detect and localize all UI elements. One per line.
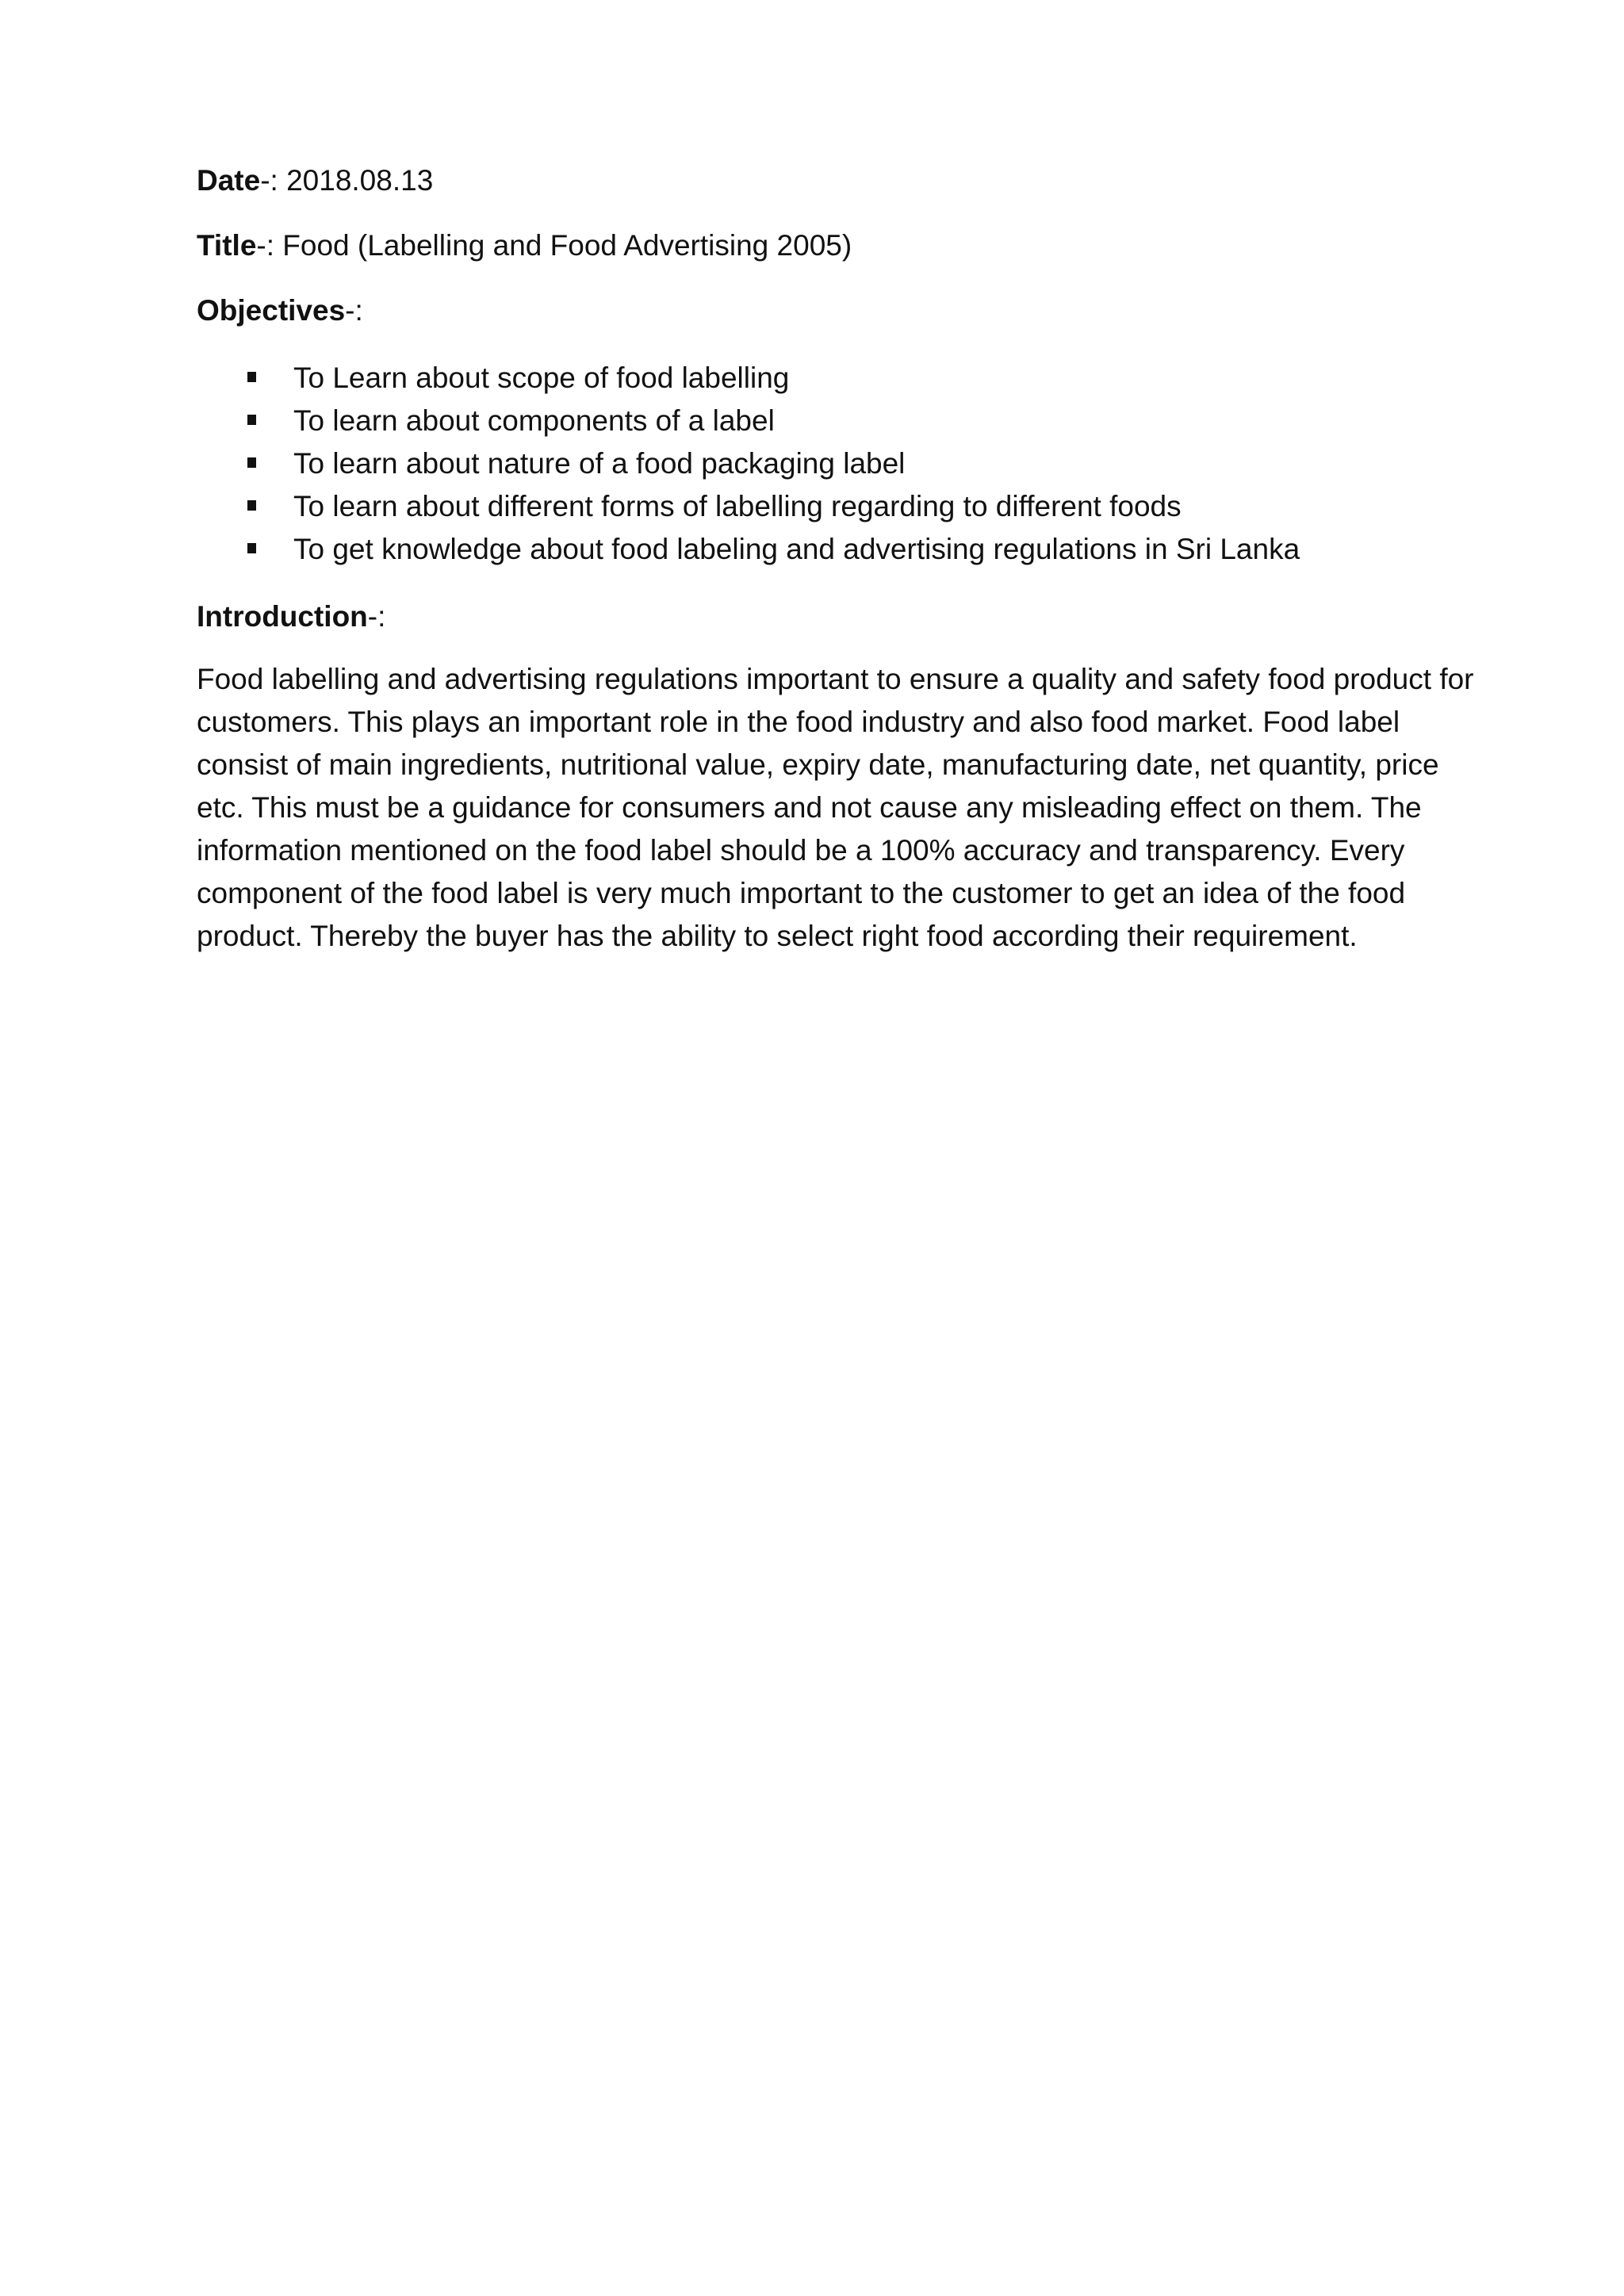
list-item [197, 357, 1545, 400]
objective-text: To learn about nature of a food packaging label [293, 447, 906, 480]
title-value: Food (Labelling and Food Advertising 2005) [282, 229, 852, 262]
title-separator: -: [256, 229, 283, 262]
introduction-line: consist of main ingredients, nutritional value, expiry date, manufacturing date, net quantity, price [197, 748, 1439, 781]
objective-text: To Learn about scope of food labelling [293, 362, 790, 394]
square-bullet-icon [247, 457, 256, 468]
title-label: Title [197, 229, 257, 262]
square-bullet-icon [247, 500, 256, 511]
list-item [197, 400, 1545, 442]
square-bullet-icon [247, 543, 256, 553]
objective-text: To learn about components of a label [293, 404, 775, 437]
date-value: 2018.08.13 [286, 164, 434, 197]
introduction-heading [197, 598, 1545, 636]
square-bullet-icon [247, 372, 256, 382]
introduction-line: etc. This must be a guidance for consumers and not cause any misleading effect on them. The [197, 791, 1422, 824]
introduction-line: customers. This plays an important role in the food industry and also food market. Food label [197, 706, 1400, 738]
introduction-paragraph [197, 658, 1537, 958]
introduction-line: component of the food label is very much important to the customer to get an idea of the food [197, 877, 1406, 909]
objectives-separator: -: [345, 294, 363, 327]
introduction-line: Food labelling and advertising regulations important to ensure a quality and safety food product for [197, 663, 1474, 695]
list-item [197, 442, 1545, 485]
introduction-line: product. Thereby the buyer has the ability to select right food according their requirement. [197, 920, 1358, 952]
date-separator: -: [260, 164, 287, 197]
introduction-label: Introduction [197, 600, 368, 633]
list-item [197, 528, 1545, 571]
document-page [197, 162, 1545, 958]
objectives-list [197, 357, 1545, 571]
introduction-line: information mentioned on the food label should be a 100% accuracy and transparency. Every [197, 834, 1405, 867]
objectives-label: Objectives [197, 294, 346, 327]
objectives-heading [197, 292, 1545, 330]
introduction-separator: -: [367, 600, 386, 633]
date-field [197, 162, 1545, 200]
title-field [197, 227, 1545, 265]
date-label: Date [197, 164, 261, 197]
objective-text: To learn about different forms of labelling regarding to different foods [293, 490, 1182, 522]
list-item [197, 485, 1545, 528]
square-bullet-icon [247, 415, 256, 425]
objective-text: To get knowledge about food labeling and advertising regulations in Sri Lanka [293, 533, 1300, 565]
